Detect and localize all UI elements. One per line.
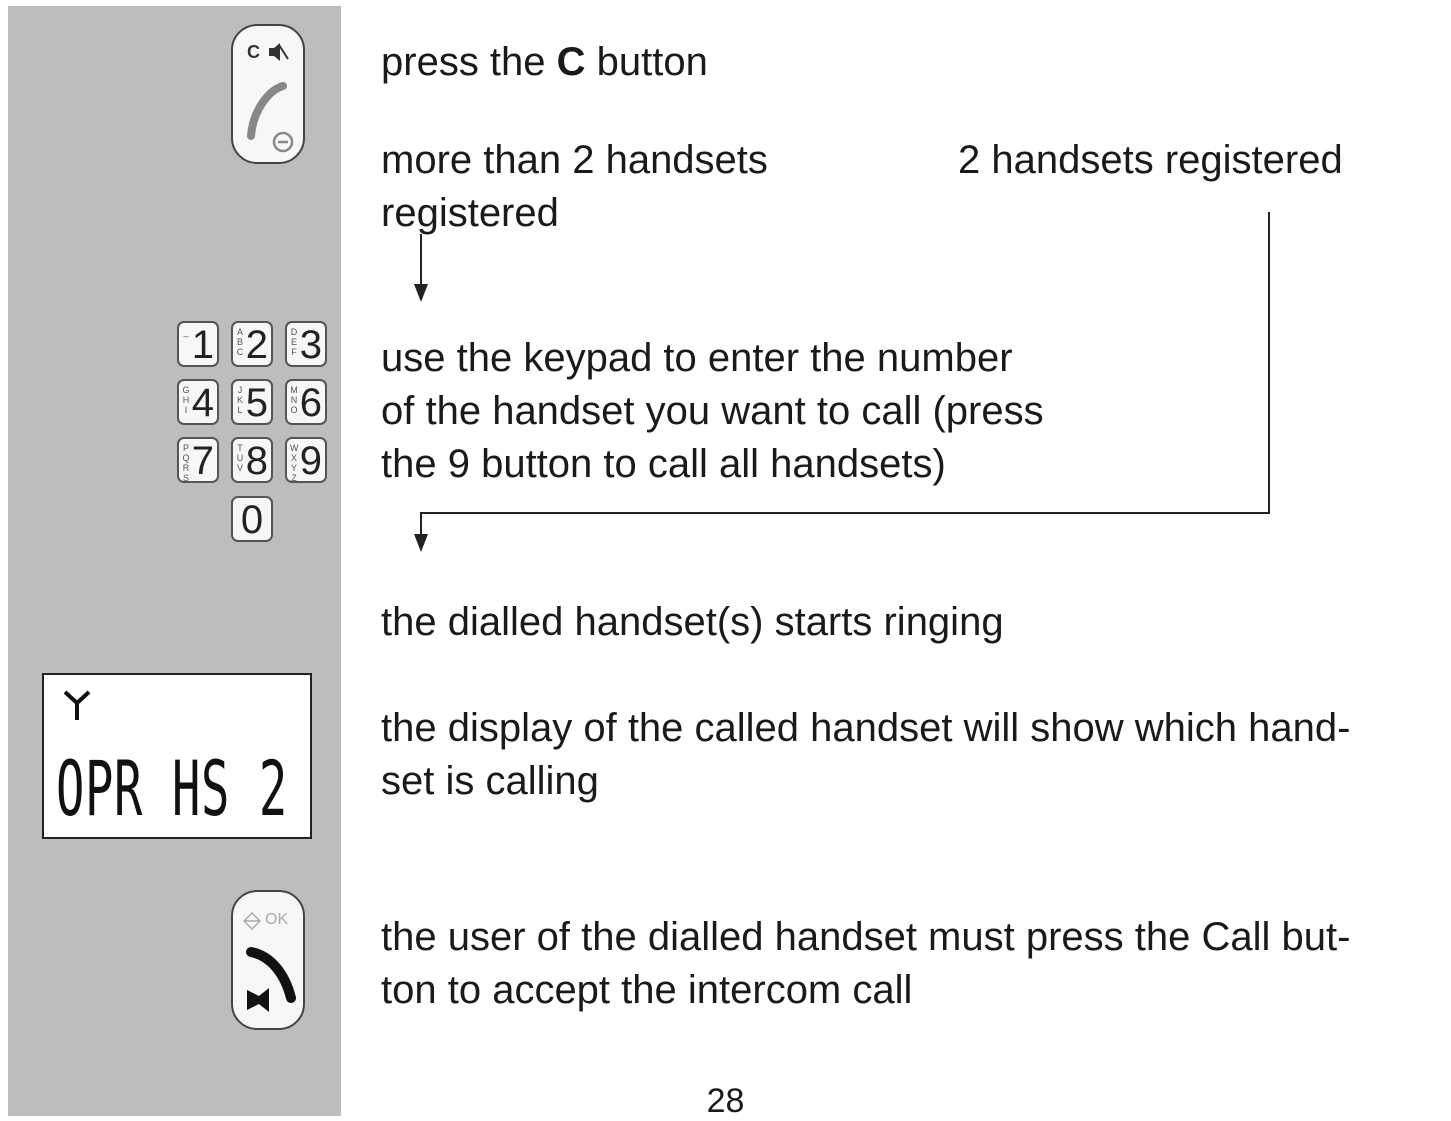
ok-label: OK xyxy=(265,911,289,928)
keypad-key-8[interactable]: TUV 8 xyxy=(231,437,273,483)
keypad-key-5[interactable]: JKL 5 xyxy=(231,379,273,425)
lcd-text: OPR HS 2 xyxy=(56,744,288,833)
keypad-key-3[interactable]: DEF 3 xyxy=(285,321,327,367)
c-button-label: C xyxy=(247,42,260,62)
branch-more-than-2: more than 2 handsets registered xyxy=(381,138,768,235)
keypad-key-6[interactable]: MNO 6 xyxy=(285,379,327,425)
c-key-label: C xyxy=(556,40,586,84)
step-ringing: the dialled handset(s) starts ringing xyxy=(381,600,1004,644)
page-number: 28 xyxy=(706,1082,745,1120)
step-accept: the user of the dialled handset must press the Call but- ton to accept the intercom call xyxy=(381,915,1351,1012)
keypad-key-4[interactable]: GHI 4 xyxy=(177,379,219,425)
keypad-key-2[interactable]: ABC 2 xyxy=(231,321,273,367)
keypad-key-1[interactable]: _ 1 xyxy=(177,321,219,367)
branch-2-registered: 2 handsets registered xyxy=(958,138,1343,182)
step-keypad: use the keypad to enter the number of the handset you want to call (press the 9 button to call all handsets) xyxy=(381,336,1044,486)
step-display: the display of the called handset will show which hand- set is calling xyxy=(381,706,1351,803)
keypad-key-7[interactable]: PQRS 7 xyxy=(177,437,219,483)
step-press-c: press the C button xyxy=(381,40,708,84)
keypad-key-0[interactable]: 0 xyxy=(231,496,273,542)
keypad-key-9[interactable]: WXYZ 9 xyxy=(285,437,327,483)
